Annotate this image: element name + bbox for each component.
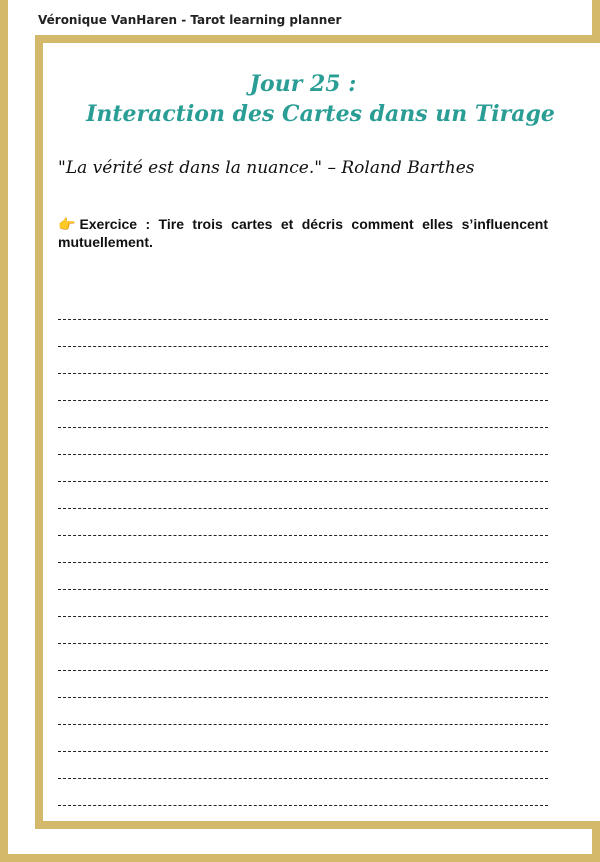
- exercise-text: Exercice : Tire trois cartes et décris comment elles s’influencent mutuellement.: [58, 216, 548, 250]
- writing-line[interactable]: [58, 752, 548, 779]
- writing-line[interactable]: [58, 401, 548, 428]
- writing-line[interactable]: [58, 725, 548, 752]
- writing-line[interactable]: [58, 671, 548, 698]
- writing-line[interactable]: [58, 590, 548, 617]
- writing-line[interactable]: [58, 509, 548, 536]
- quote: "La vérité est dans la nuance." – Roland Barthes: [58, 158, 475, 178]
- page-title-day: Jour 25 :: [249, 71, 357, 97]
- writing-line[interactable]: [58, 644, 548, 671]
- writing-line[interactable]: [58, 698, 548, 725]
- writing-line[interactable]: [58, 374, 548, 401]
- writing-line[interactable]: [58, 617, 548, 644]
- page-title-topic: Interaction des Cartes dans un Tirage: [86, 101, 555, 127]
- writing-line[interactable]: [58, 482, 548, 509]
- exercise-instruction: [58, 215, 548, 251]
- writing-line[interactable]: [58, 293, 548, 320]
- writing-line[interactable]: [58, 455, 548, 482]
- header-author-title: Véronique VanHaren - Tarot learning planner: [38, 13, 342, 27]
- writing-lines[interactable]: [58, 293, 548, 806]
- writing-line[interactable]: [58, 563, 548, 590]
- writing-line[interactable]: [58, 347, 548, 374]
- writing-line[interactable]: [58, 428, 548, 455]
- writing-line[interactable]: [58, 779, 548, 806]
- writing-line[interactable]: [58, 320, 548, 347]
- content-frame: [35, 35, 600, 829]
- writing-line[interactable]: [58, 536, 548, 563]
- pointing-hand-icon: 👉: [58, 216, 76, 232]
